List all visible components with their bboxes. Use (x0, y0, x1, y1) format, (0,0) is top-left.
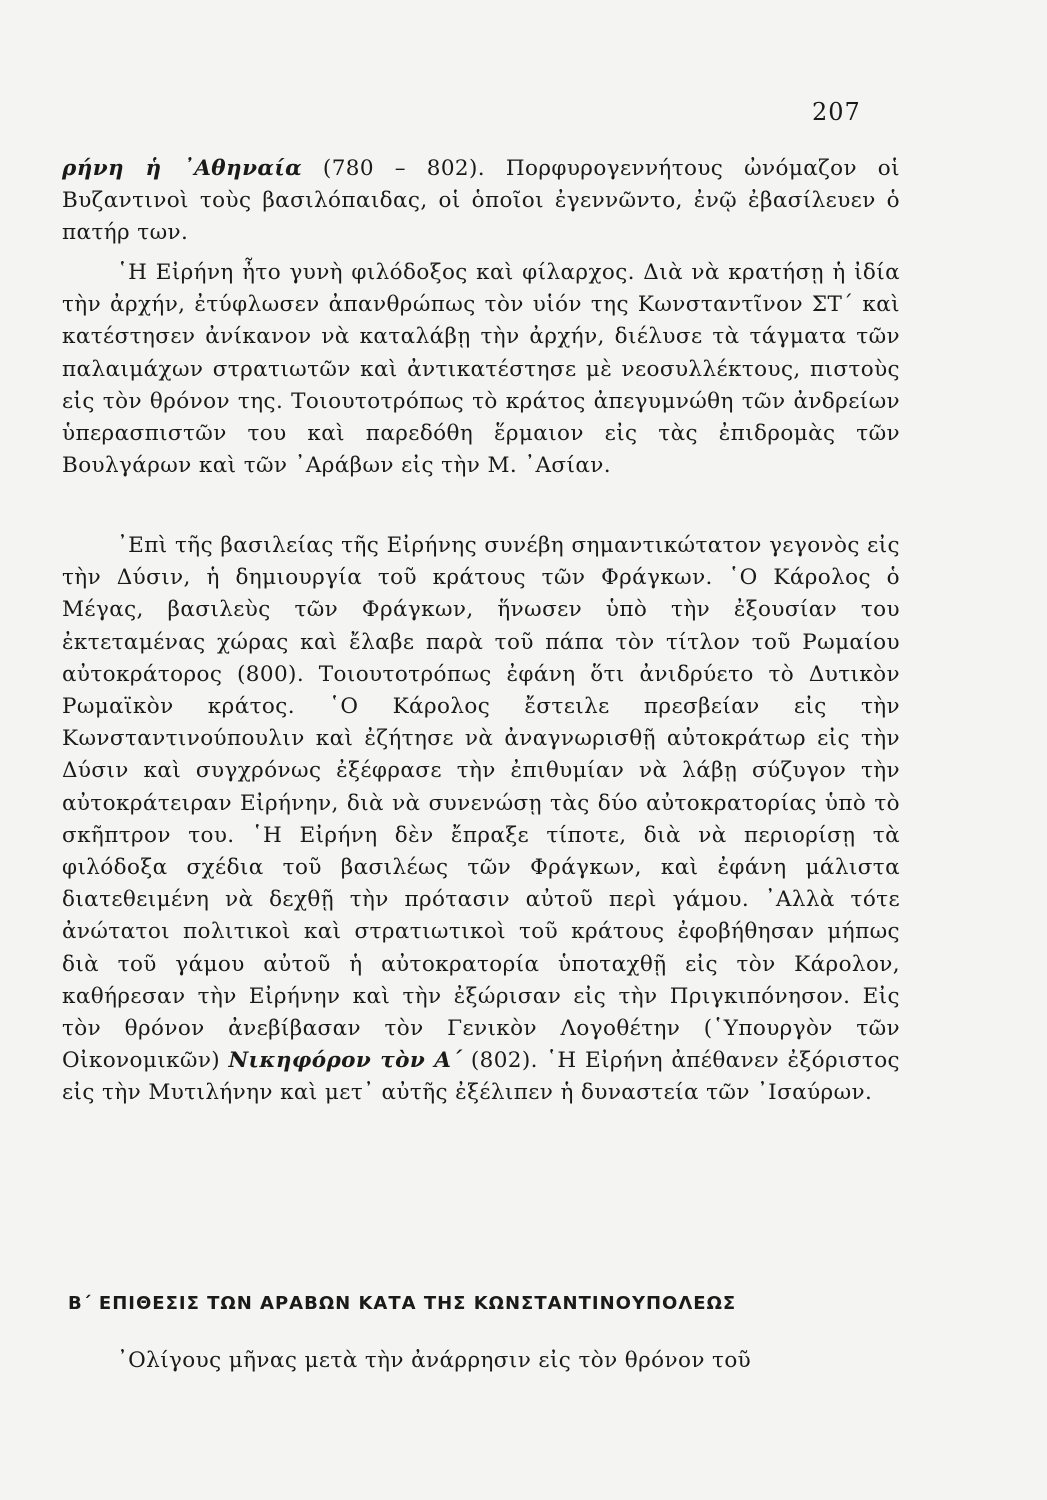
paragraph-1 (62, 153, 900, 250)
emphasized-name: ρήνη ἡ ᾿Αθηναία (62, 156, 303, 181)
paragraph-3-text: ᾿Επὶ τῆς βασιλείας τῆς Εἰρήνης συνέβη σημαντικώτατον γεγονὸς εἰς τὴν Δύσιν, ἡ δημιουργία τοῦ κράτους τῶν Φράγκων. ῾Ο Κάρολος ὁ Μέγας, βασιλεὺς τῶν Φράγκων, ἥνωσεν ὑπὸ τὴν ἐξουσίαν του ἐκτεταμένας χώρας καὶ ἔλαβε παρὰ τοῦ πάπα τὸν τίτλον τοῦ Ρωμαίου αὐτοκράτορος (800). Τοιουτοτρόπως ἐφάνη ὅτι ἀνιδρύετο τὸ Δυτικὸν Ρωμαϊκὸν κράτος. ῾Ο Κάρολος ἔστειλε πρεσβείαν εἰς τὴν Κωνσταντινούπουλιν καὶ ἐζήτησε νὰ ἀναγνωρισθῇ αὐτοκράτωρ εἰς τὴν Δύσιν καὶ συγχρόνως ἐξέφρασε τὴν ἐπιθυμίαν νὰ λάβῃ σύζυγον τὴν αὐτοκράτειραν Εἰρήνην, διὰ νὰ συνενώσῃ τὰς δύο αὐτοκρατορίας ὑπὸ τὸ σκῆπτρον του. ῾Η Εἰρήνη δὲν ἔπραξε τίποτε, διὰ νὰ περιορίσῃ τὰ φιλόδοξα σχέδια τοῦ βασιλέως τῶν Φράγκων, καὶ ἐφάνη μάλιστα διατεθειμένη νὰ δεχθῇ τὴν πρότασιν αὐτοῦ περὶ γάμου. ᾿Αλλὰ τότε ἀνώτατοι πολιτικοὶ καὶ στρατιωτικοὶ τοῦ κράτους ἐφοβήθησαν μήπως διὰ τοῦ γάμου αὐτοῦ ἡ αὐτοκρατορία ὑποταχθῇ εἰς τὸν Κάρολον, καθήρεσαν τὴν Εἰρήνην καὶ τὴν ἐξώρισαν εἰς τὴν Πριγκιπόνησον. Εἰς τὸν θρόνον ἀνεβίβασαν τὸν Γενικὸν Λογοθέτην (῾Υπουργὸν τῶν Οἰκονομικῶν) (62, 533, 900, 1074)
page-number: 207 (812, 98, 861, 126)
paragraph-3 (62, 530, 900, 1110)
section-heading: Β΄ ΕΠΙΘΕΣΙΣ ΤΩΝ ΑΡΑΒΩΝ ΚΑΤΑ ΤΗΣ ΚΩΝΣΤΑΝΤΙΝΟΥΠΟΛΕΩΣ (68, 1293, 737, 1314)
paragraph-3-text-end: (802). ῾Η Εἰρήνη ἀπέθανεν ἐξόριστος εἰς τὴν Μυτιλήνην καὶ μετ᾿ αὐτῆς ἐξέλιπεν ἡ δυναστεία τῶν ᾿Ισαύρων. (62, 1048, 900, 1106)
paragraph-1-text: (780 – 802). Πορφυρογεννήτους ὠνόμαζον οἱ Βυζαντινοὶ τοὺς βασιλόπαιδας, οἱ ὁποῖοι ἐγεννῶντο, ἐνῷ ἐβασίλευεν ὁ πατήρ των. (62, 156, 900, 246)
paragraph-4: ᾿Ολίγους μῆνας μετὰ τὴν ἀνάρρησιν εἰς τὸν θρόνον τοῦ (117, 1348, 752, 1373)
emphasized-name: Νικηφόρον τὸν Α΄ (228, 1048, 463, 1074)
paragraph-2: ῾Η Εἰρήνη ἦτο γυνὴ φιλόδοξος καὶ φίλαρχος. Διὰ νὰ κρατήσῃ ἡ ἰδία τὴν ἀρχήν, ἐτύφλωσεν ἀπανθρώπως τὸν υἱόν της Κωνσταντῖνον ΣΤ΄ καὶ κατέστησεν ἀνίκανον νὰ καταλάβῃ τὴν ἀρχήν, διέλυσε τὰ τάγματα τῶν παλαιμάχων στρατιωτῶν καὶ ἀντικατέστησε μὲ νεοσυλλέκτους, πιστοὺς εἰς τὸν θρόνον της. Τοιουτοτρόπως τὸ κράτος ἀπεγυμνώθη τῶν ἀνδρείων ὑπερασπιστῶν του καὶ παρεδόθη ἕρμαιον εἰς τὰς ἐπιδρομὰς τῶν Βουλγάρων καὶ τῶν ᾿Αράβων εἰς τὴν Μ. ᾿Ασίαν. (62, 260, 900, 479)
